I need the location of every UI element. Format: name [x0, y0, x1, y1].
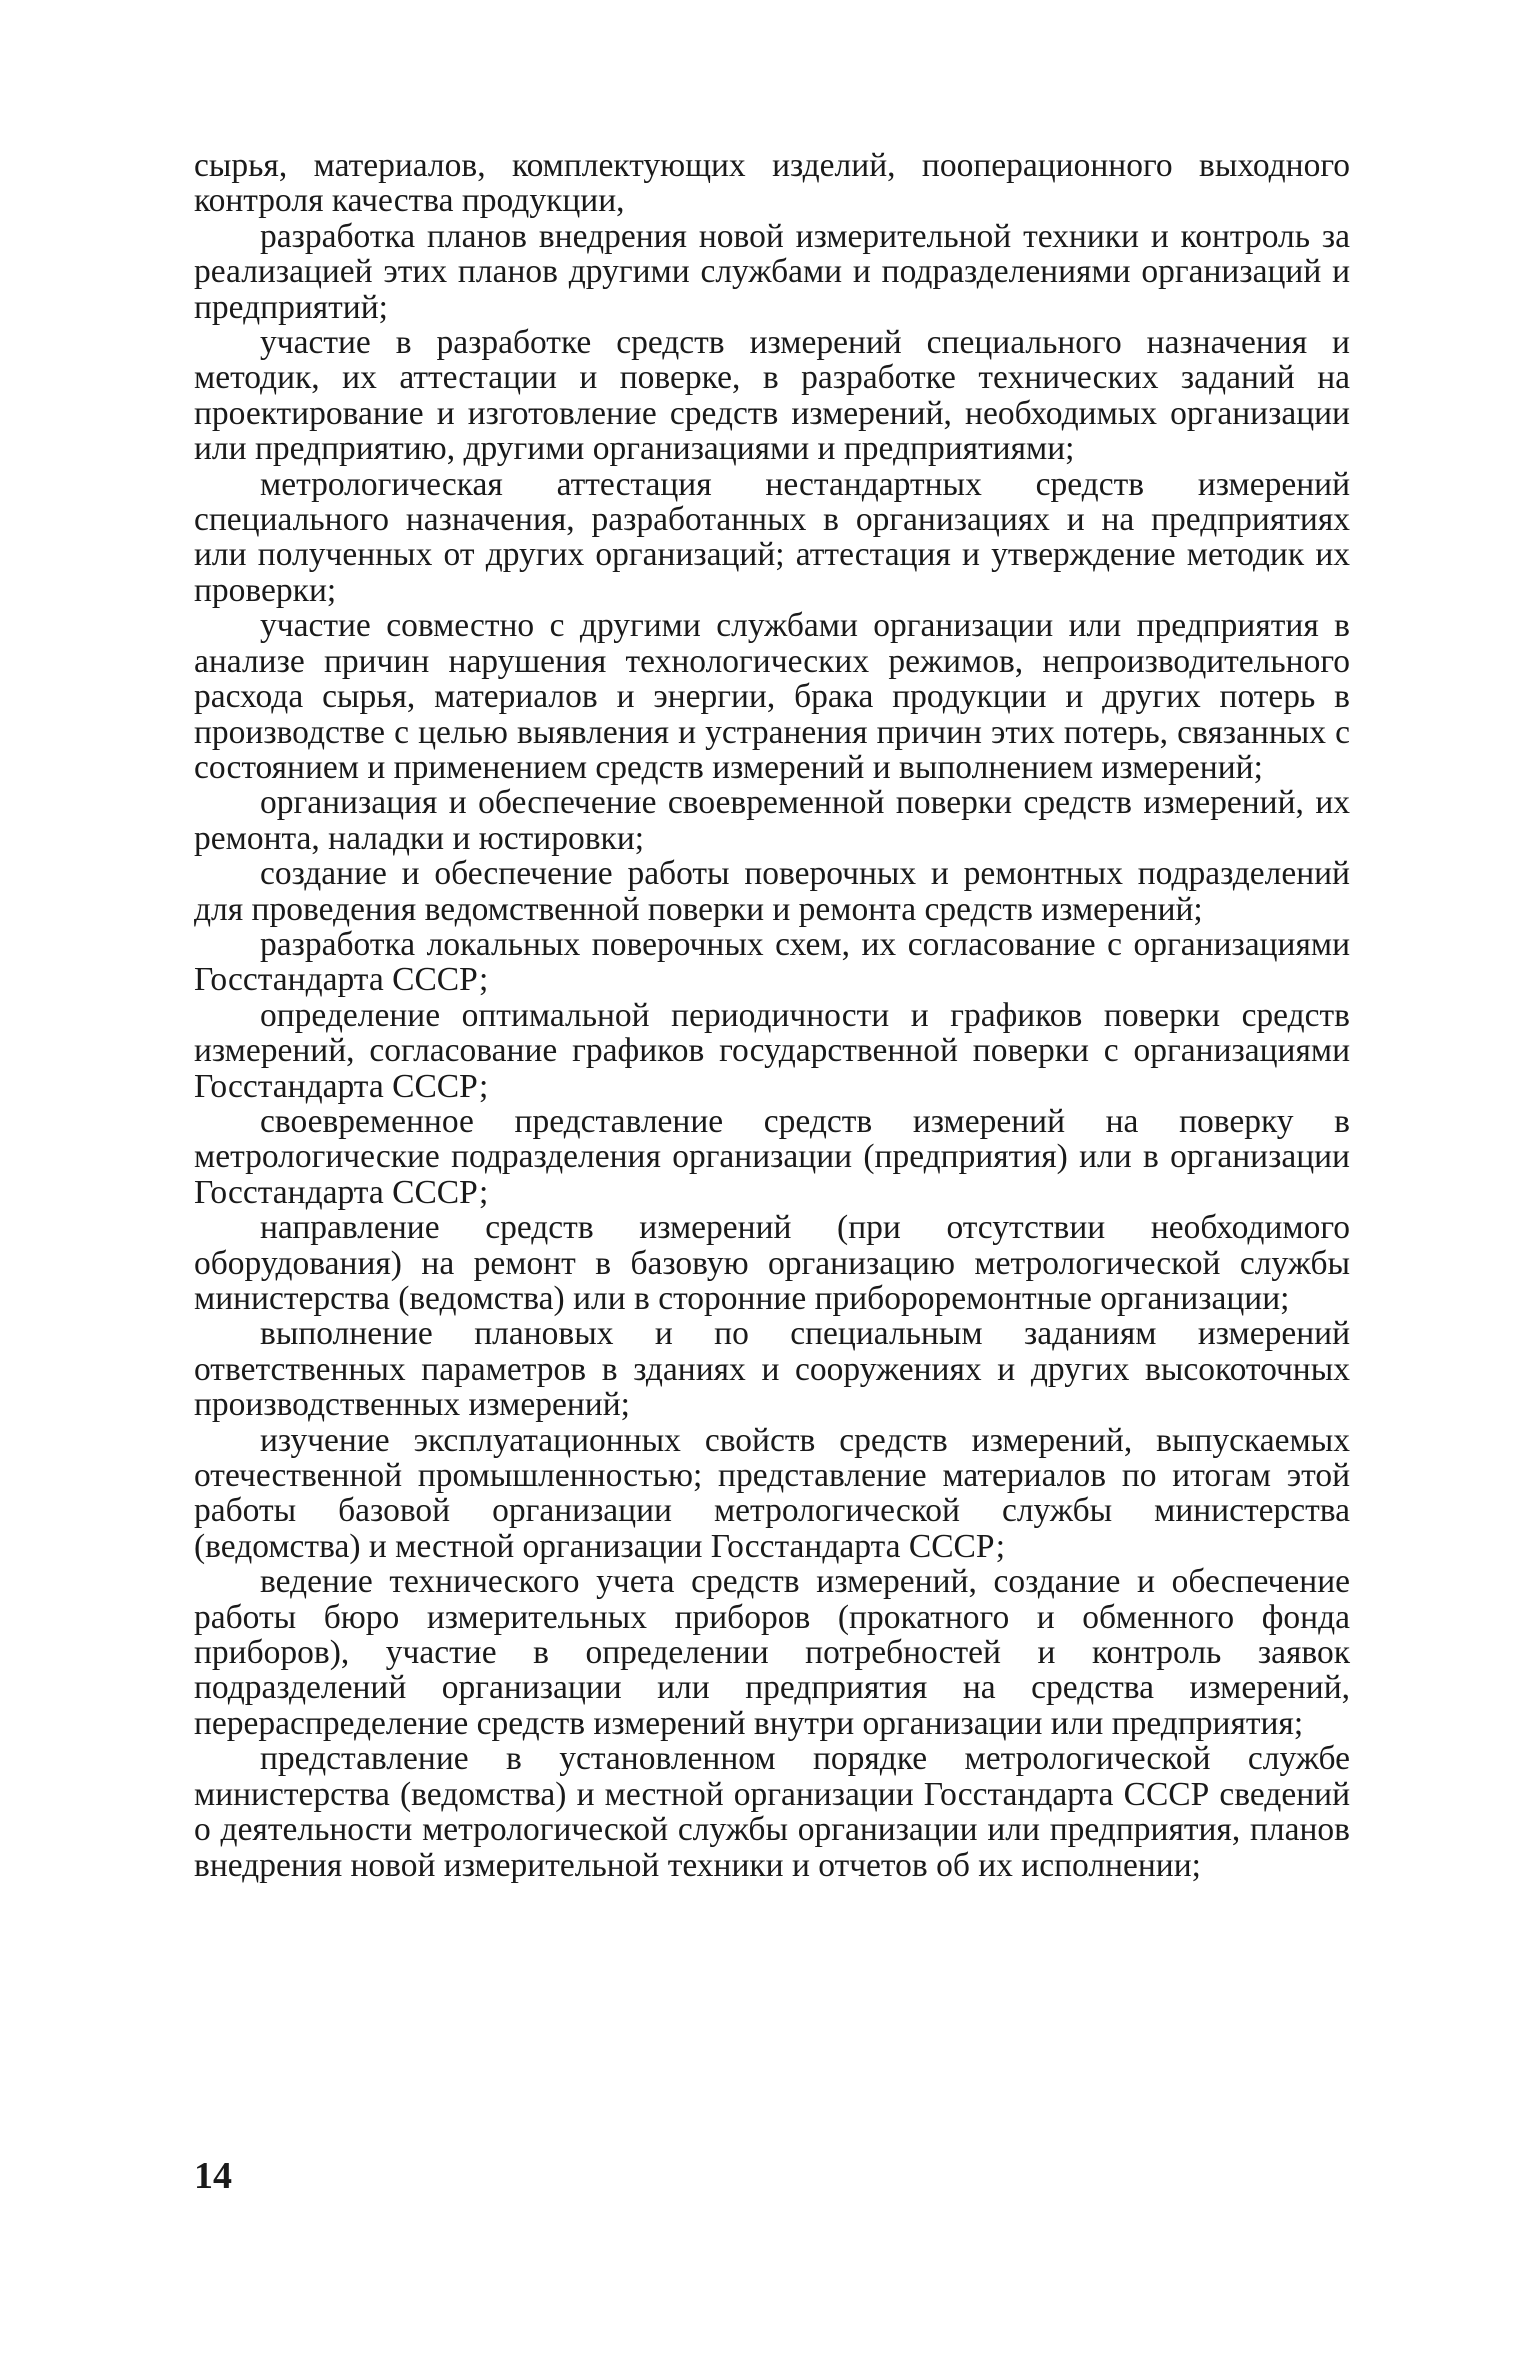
paragraph-11: направление средств измерений (при отсутствии необходимого оборудования) на ремонт в базовую организацию метрологической службы министерства (ведомства) или в сторонние прибороремонтные организации; [194, 1209, 1350, 1317]
paragraph-14: ведение технического учета средств измерений, создание и обеспечение работы бюро измерительных приборов (прокатного и обменного фонда приборов), участие в определении потребностей и контроль заявок подразделений организации или предприятия на средства измерений, перераспределение средств измерений внутри организации или предприятия; [194, 1563, 1350, 1742]
paragraph-2: разработка планов внедрения новой измерительной техники и контроль за реализацией этих планов другими службами и подразделениями организаций и предприятий; [194, 217, 1350, 326]
paragraph-5: участие совместно с другими службами организации или предприятия в анализе причин нарушения технологических режимов, непроизводительного расхода сырья, материалов и энергии, брака продукции и других потерь в производстве с целью выявления и устранения причин этих потерь, связанных с состоянием и применением средств измерений и выполнением измерений; [194, 607, 1350, 786]
paragraph-3: участие в разработке средств измерений специального назначения и методик, их аттестации и поверке, в разработке технических заданий на проектирование и изготовление средств измерений, необходимых организации или предприятию, другими организациями и предприятиями; [194, 324, 1350, 468]
paragraph-15: представление в установленном порядке метрологической службе министерства (ведомства) и местной организации Госстандарта СССР сведений о деятельности метрологической службы организации или предприятия, планов внедрения новой измерительной техники и отчетов об их исполнении; [194, 1740, 1350, 1884]
paragraph-9: определение оптимальной периодичности и графиков поверки средств измерений, согласование графиков государственной поверки с организациями Госстандарта СССР; [194, 996, 1350, 1105]
body-text [194, 148, 1350, 1883]
paragraph-6: организация и обеспечение своевременной поверки средств измерений, их ремонта, наладки и юстировки; [194, 784, 1350, 857]
paragraph-7: создание и обеспечение работы поверочных и ремонтных подразделений для проведения ведомственной поверки и ремонта средств измерений; [194, 855, 1350, 928]
paragraph-10: своевременное представление средств измерений на поверку в метрологические подразделения организации (предприятия) или в организации Госстандарта СССР; [194, 1102, 1350, 1211]
paragraph-13: изучение эксплуатационных свойств средств измерений, выпускаемых отечественной промышленностью; представление материалов по итогам этой работы базовой организации метрологической службы министерства (ведомства) и местной организации Госстандарта СССР; [194, 1421, 1350, 1565]
paragraph-4: метрологическая аттестация нестандартных средств измерений специального назначения, разработанных в организациях и на предприятиях или полученных от других организаций; аттестация и утверждение методик их проверки; [194, 465, 1350, 609]
paragraph-1: сырья, материалов, комплектующих изделий, пооперационного выходного контроля качества продукции, [194, 147, 1350, 220]
page-number: 14 [194, 2155, 232, 2197]
paragraph-12: выполнение плановых и по специальным заданиям измерений ответственных параметров в зданиях и сооружениях и других высокоточных производственных измерений; [194, 1315, 1350, 1424]
paragraph-8: разработка локальных поверочных схем, их согласование с организациями Госстандарта СССР; [194, 925, 1350, 999]
